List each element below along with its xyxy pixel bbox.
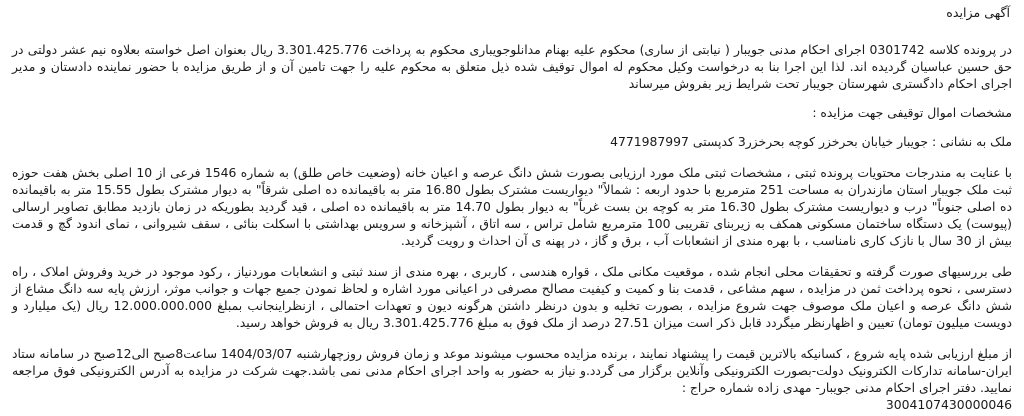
auction-number	[12, 396, 1012, 413]
seized-property-heading: مشخصات اموال توقیفی جهت مزایده :	[812, 105, 1012, 120]
spacer	[12, 150, 1012, 164]
spacer	[12, 121, 1012, 133]
property-description-paragraph: با عنایت به مندرجات محتویات پرونده ثبتی ، مشخصات ثبتی ملک مورد ارزیابی بصورت شش دانگ عرصه و اعیان خانه (وضعیت خاص طلق) به شماره 1546 فرعی از 10 اصلی بخش هفت حوزه ثبت ملک جویبار استان مازندران به مساحت 251 مترمربع با حدود اربعه : شمالاً" دیواریست مشترک بطول 16.80 متر به باقیمانده ده اصلی شرقاً" به دیوار مشترک بطول 15.55 متر به باقیمانده ده اصلی جنوباً" درب و دیواریست مشترک بطول 16.30 متر به کوچه بن بست غرباً" به دیوار بطول 14.70 متر به باقیمانده ده اصلی ، قید گردید بطوریکه در زمان بازدید مطابق تصاویر ارسالی (پیوست) یک دستگاه ساختمان مسکونی همکف به زیربنای تقریبی 100 مترمربع شامل تراس ، سه اتاق ، آشپزخانه و سرویس بهداشتی با اسکلت بنائی ، سقف شیروانی ، نمای اندود گچ و قدمت بیش از 30 سال با نازک کاری نامناسب ، با بهره مندی از انشعابات آب ، برق و گاز ، در پهنه ی آن احداث و رویت گردید.	[12, 165, 1012, 248]
spacer	[12, 249, 1012, 263]
auction-number-value: 3004107430000046	[885, 397, 1012, 412]
case-paragraph: در پرونده کلاسه 0301742 اجرای احکام مدنی جویبار ( نیابتی از ساری) محکوم علیه بهنام مدانلوجویباری محکوم به پرداخت 3.301.425.776 ریال بعنوان اصل خواسته بعلاوه نیم عشر دولتی در حق حسین عباسیان گردیده اند. لذا این اجرا بنا به درخواست وکیل محکوم له اموال توقیف شده ذیل متعلق به محکوم علیه را جهت تامین آن و از طریق مزایده با حضور نماینده دادستان و مدیر اجرای احکام دادگستری شهرستان جویبار تحت شرایط زیر بفروش میرساند	[12, 42, 1012, 91]
spacer	[12, 92, 1012, 104]
property-address: ملک به نشانی : جویبار خیابان بحرخزر کوچه بحرخزر3 کدپستی 4771987997	[610, 134, 1012, 149]
valuation-paragraph: طی بررسیهای صورت گرفته و تحقیقات محلی انجام شده ، موقعیت مکانی ملک ، قواره هندسی ، کاربری ، بهره مندی از سند ثبتی و انشعابات موردنیاز ، رکود موجود در خرید وفروش املاک ، راه دسترسی ، نحوه پرداخت ثمن در مزایده ، سهم مشاعی ، قدمت بنا و کمیت و کیفیت مصالح مصرفی در اعیانی مورد اشاره و لحاظ نمودن جمیع جهات و جوانب موثر، ارزش پایه سه دانگ مشاع از شش دانگ عرصه و اعیان ملک موصوف جهت شروع مزایده ، بصورت تخلیه و بدون درنظر داشتن هرگونه دیون و تعهدات احتمالی ، ازنظراینجانب بمبلغ 12.000.000.000 ریال (یک میلیارد و دویست میلیون تومان) تعیین و اظهارنظر میگردد قابل ذکر است میزان 27.51 درصد از ملک فوق به مبلغ 3.301.425.776 ریال به فروش خواهد رسید.	[12, 264, 1012, 330]
auction-terms-paragraph: از مبلغ ارزیابی شده پایه شروع ، کسانیکه بالاترین قیمت را پیشنهاد نمایند ، برنده مزایده محسوب میشوند موعد و زمان فروش روزچهارشنبه 1404/03/07 ساعت8صبح الی12صبح در سامانه ستاد ایران-سامانه تدارکات الکترونیک دولت-بصورت الکترونیکی وآنلاین برگزار می گردد.و نیاز به حضور به واحد اجرای احکام مدنی نمی باشد.جهت شرکت در مزایده به آدرس الکترونیکی فوق مراجعه نمایید. دفتر اجرای احکام مدنی جویبار- مهدی زاده شماره حراج :	[12, 346, 1013, 395]
spacer	[12, 331, 1012, 345]
notice-title: آگهی مزایده	[946, 5, 1010, 20]
